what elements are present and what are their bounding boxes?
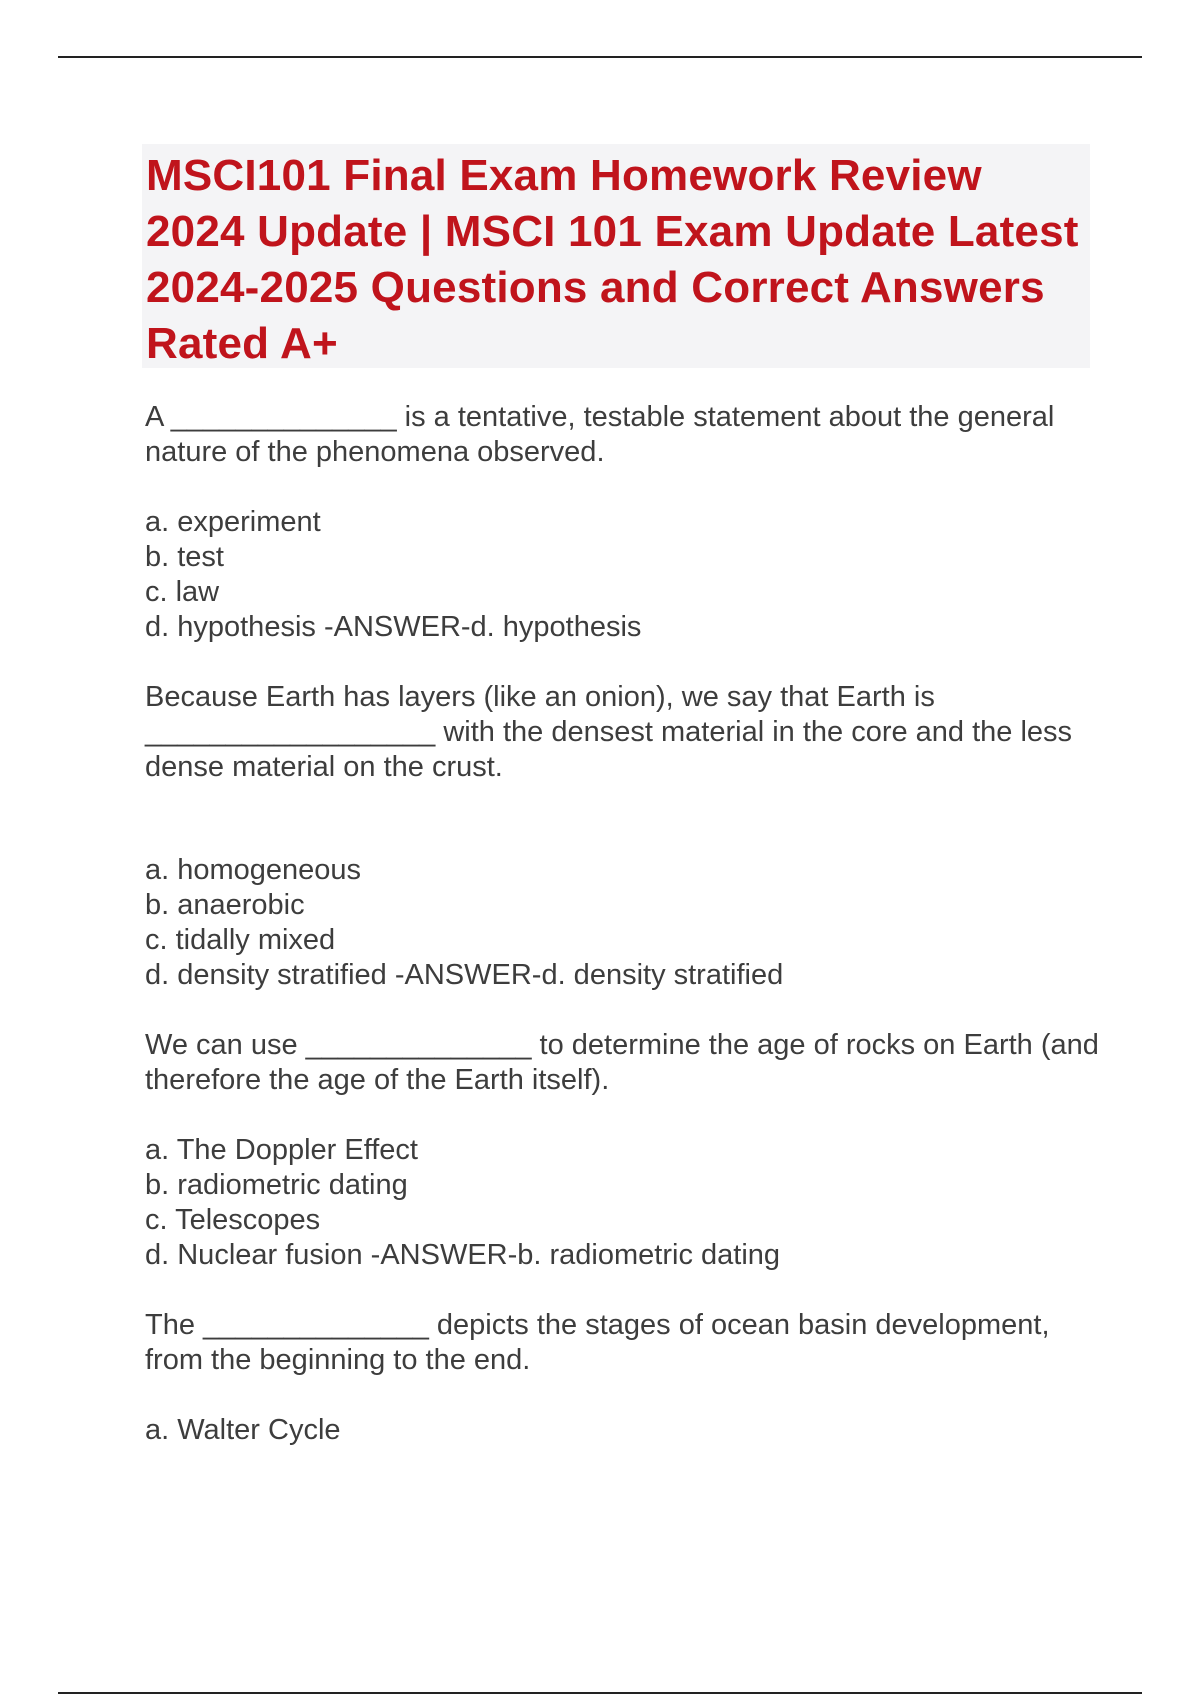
answer-options <box>145 853 1105 993</box>
bottom-rule <box>58 1692 1142 1694</box>
top-rule <box>58 56 1142 58</box>
option-d-with-answer: d. Nuclear fusion -ANSWER-b. radiometric dating <box>145 1239 781 1271</box>
question-text: Because Earth has layers (like an onion), we say that Earth is __________________ with the densest material in the core and the less dense material on the crust. <box>145 681 1081 783</box>
option-a: a. Walter Cycle <box>145 1414 341 1446</box>
title-block <box>142 144 1090 368</box>
question-text: We can use ______________ to determine the age of rocks on Earth (and therefore the age of the Earth itself). <box>145 1029 1107 1096</box>
answer-options <box>145 505 1105 645</box>
question-text: The ______________ depicts the stages of ocean basin development, from the beginning to the end. <box>145 1309 1058 1376</box>
option-c: c. law <box>145 576 220 608</box>
option-a: a. homogeneous <box>145 854 362 886</box>
answer-options <box>145 1133 1105 1273</box>
question-4 <box>145 1308 1105 1448</box>
question-3 <box>145 1028 1105 1273</box>
option-a: a. The Doppler Effect <box>145 1134 418 1166</box>
answer-options <box>145 1413 1105 1448</box>
option-d-with-answer: d. hypothesis -ANSWER-d. hypothesis <box>145 611 642 643</box>
question-2 <box>145 680 1105 993</box>
option-b: b. test <box>145 541 224 573</box>
question-text: A ______________ is a tentative, testable statement about the general nature of the phenomena observed. <box>145 401 1063 468</box>
option-a: a. experiment <box>145 506 321 538</box>
option-c: c. tidally mixed <box>145 924 336 956</box>
option-c: c. Telescopes <box>145 1204 321 1236</box>
option-b: b. anaerobic <box>145 889 305 921</box>
document-body <box>145 400 1105 1448</box>
option-b: b. radiometric dating <box>145 1169 408 1201</box>
document-title: MSCI101 Final Exam Homework Review 2024 Update | MSCI 101 Exam Update Latest 2024-2025 Questions and Correct Answers Rated A+ <box>146 151 1079 368</box>
question-1 <box>145 400 1105 645</box>
option-d-with-answer: d. density stratified -ANSWER-d. density stratified <box>145 959 784 991</box>
